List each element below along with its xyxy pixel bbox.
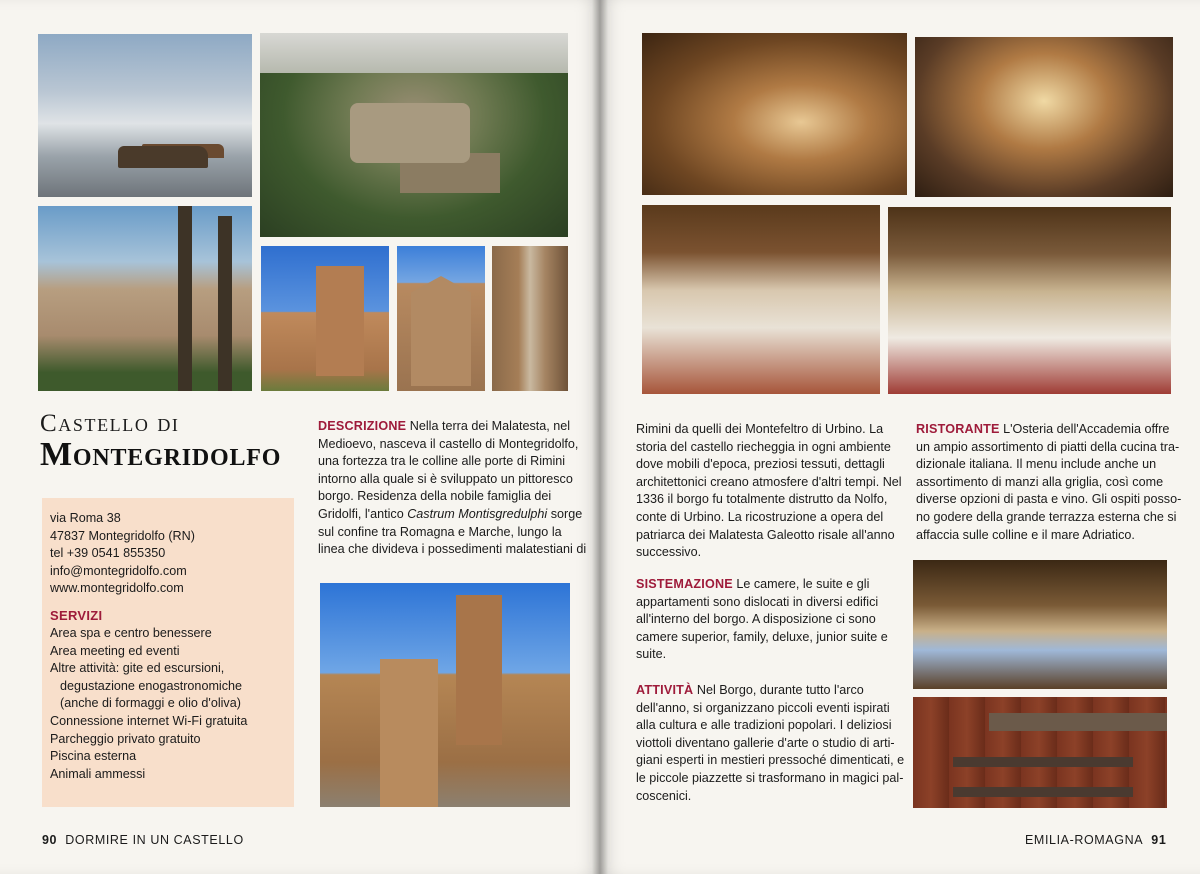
text-row: suite. xyxy=(636,647,667,662)
title-line-2: Montegridolfo xyxy=(40,436,282,473)
text-row: coscenici. xyxy=(636,788,692,803)
attivita-heading: ATTIVITÀ xyxy=(636,683,694,697)
descrizione-continued xyxy=(636,421,902,562)
website-line: www.montegridolfo.com xyxy=(50,581,184,596)
text-row: architettonici creano atmosfere d'altri tempi. Nel xyxy=(636,474,902,489)
photo-dining-room xyxy=(642,33,907,195)
text-row: Nel Borgo, durante tutto l'arco xyxy=(693,683,864,697)
text-row: sorge xyxy=(547,506,583,521)
address-line: via Roma 38 xyxy=(50,511,121,525)
phone-line: tel +39 0541 855350 xyxy=(50,546,166,561)
text-row: dizionale italiana. Il menu include anche un xyxy=(916,457,1157,472)
service-item: Parcheggio privato gratuito xyxy=(50,731,201,746)
text-row: assortimento di manzi alla griglia, così come xyxy=(916,474,1164,489)
left-footer xyxy=(42,833,244,847)
italic-latin-name: Castrum Montisgredulphi xyxy=(407,506,548,521)
photo-street xyxy=(492,246,568,391)
text-row: Nella terra dei Malatesta, nel xyxy=(409,419,571,433)
address-line: 47837 Montegridolfo (RN) xyxy=(50,528,195,543)
text-row: intorno alla quale si è sviluppato un pittoresco xyxy=(318,471,573,486)
photo-antique-door xyxy=(913,697,1167,808)
service-item: degustazione enogastronomiche xyxy=(60,678,243,693)
text-row: Gridolfi, l'antico xyxy=(318,506,408,521)
text-row: patriarca dei Malatesta Galeotto risale all'anno xyxy=(636,527,895,542)
text-row: diverse opzioni di pasta e vino. Gli ospiti posso- xyxy=(916,492,1182,507)
ristorante-section xyxy=(916,421,1182,544)
text-row: no godere della grande terrazza esterna che si xyxy=(916,509,1177,524)
photo-bedroom-window xyxy=(913,560,1167,689)
book-gutter xyxy=(592,0,608,874)
service-item: Piscina esterna xyxy=(50,749,137,764)
text-row: dove mobili d'epoca, preziosi tessuti, dettagli xyxy=(636,457,885,472)
service-item: Altre attività: gite ed escursioni, xyxy=(50,661,225,676)
photo-chapel xyxy=(397,246,485,391)
text-row: Rimini da quelli dei Montefeltro di Urbino. La xyxy=(636,422,884,436)
text-row: Le camere, le suite e gli xyxy=(732,577,870,591)
service-item: Connessione internet Wi-Fi gratuita xyxy=(50,713,248,728)
text-row: borgo. Residenza della nobile famiglia dei xyxy=(318,489,552,504)
service-item: Area spa e centro benessere xyxy=(50,625,212,640)
photo-castle-in-fog xyxy=(38,34,252,197)
text-row: all'interno del borgo. A disposizione ci sono xyxy=(636,612,876,627)
ristorante-heading: RISTORANTE xyxy=(916,422,1000,436)
photo-bedroom-beams xyxy=(642,205,880,394)
descrizione-heading: DESCRIZIONE xyxy=(318,419,407,433)
service-item: Area meeting ed eventi xyxy=(50,643,180,658)
text-row: viottoli diventano gallerie d'arte o studio di arti- xyxy=(636,735,895,750)
left-page-number: 90 xyxy=(42,833,58,847)
title-line-1: Castello di xyxy=(40,410,180,437)
text-row: un ampio assortimento di piatti della cucina tra- xyxy=(916,439,1180,454)
info-box xyxy=(42,498,294,807)
service-item: (anche di formaggi e olio d'oliva) xyxy=(60,696,241,711)
left-running-head: DORMIRE IN UN CASTELLO xyxy=(65,833,244,847)
photo-tower-wall xyxy=(261,246,389,391)
text-row: sul confine tra Romagna e Marche, lungo la xyxy=(318,524,562,539)
text-row: Medioevo, nasceva il castello di Montegridolfo, xyxy=(318,436,579,451)
text-row: alla cultura e alle tradizioni popolari. I deliziosi xyxy=(636,718,892,733)
text-row: una fortezza tra le colline alle porte di Rimini xyxy=(318,454,566,469)
right-running-head: EMILIA-ROMAGNA xyxy=(1025,833,1144,847)
services-heading: SERVIZI xyxy=(50,607,103,623)
descrizione-section xyxy=(318,418,587,559)
text-row: linea che divideva i possedimenti malatestiani di xyxy=(318,542,587,557)
text-row: successivo. xyxy=(636,545,702,560)
text-row: 1336 il borgo fu totalmente distrutto da Nolfo, xyxy=(636,492,888,507)
email-line: info@montegridolfo.com xyxy=(50,563,187,578)
photo-bedroom-frescoes xyxy=(888,207,1171,394)
photo-lounge xyxy=(915,37,1173,197)
text-row: camere superior, family, deluxe, junior suite e xyxy=(636,629,888,644)
text-row: affaccia sulle colline e il mare Adriatico. xyxy=(916,527,1135,542)
text-row: L'Osteria dell'Accademia offre xyxy=(999,422,1170,436)
attivita-section xyxy=(636,682,905,805)
right-page-number: 91 xyxy=(1151,833,1167,847)
sistemazione-section xyxy=(636,576,896,664)
text-row: conte di Urbino. La ricostruzione a opera del xyxy=(636,509,884,524)
photo-palm-building xyxy=(38,206,252,391)
service-item: Animali ammessi xyxy=(50,766,146,781)
sistemazione-heading: SISTEMAZIONE xyxy=(636,577,733,591)
photo-gate-tower xyxy=(320,583,570,807)
photo-aerial-village xyxy=(260,33,568,237)
text-row: storia del castello riecheggia in ogni ambiente xyxy=(636,439,891,454)
text-row: le piccole piazzette si trasformano in magici pal- xyxy=(636,770,904,785)
text-row: giani esperti in mestieri pressoché dimenticati, e xyxy=(636,753,905,768)
text-row: appartamenti sono dislocati in diversi edifici xyxy=(636,594,879,609)
text-row: dell'anno, si organizzano piccoli eventi ispirati xyxy=(636,700,890,715)
right-footer xyxy=(1025,833,1166,847)
